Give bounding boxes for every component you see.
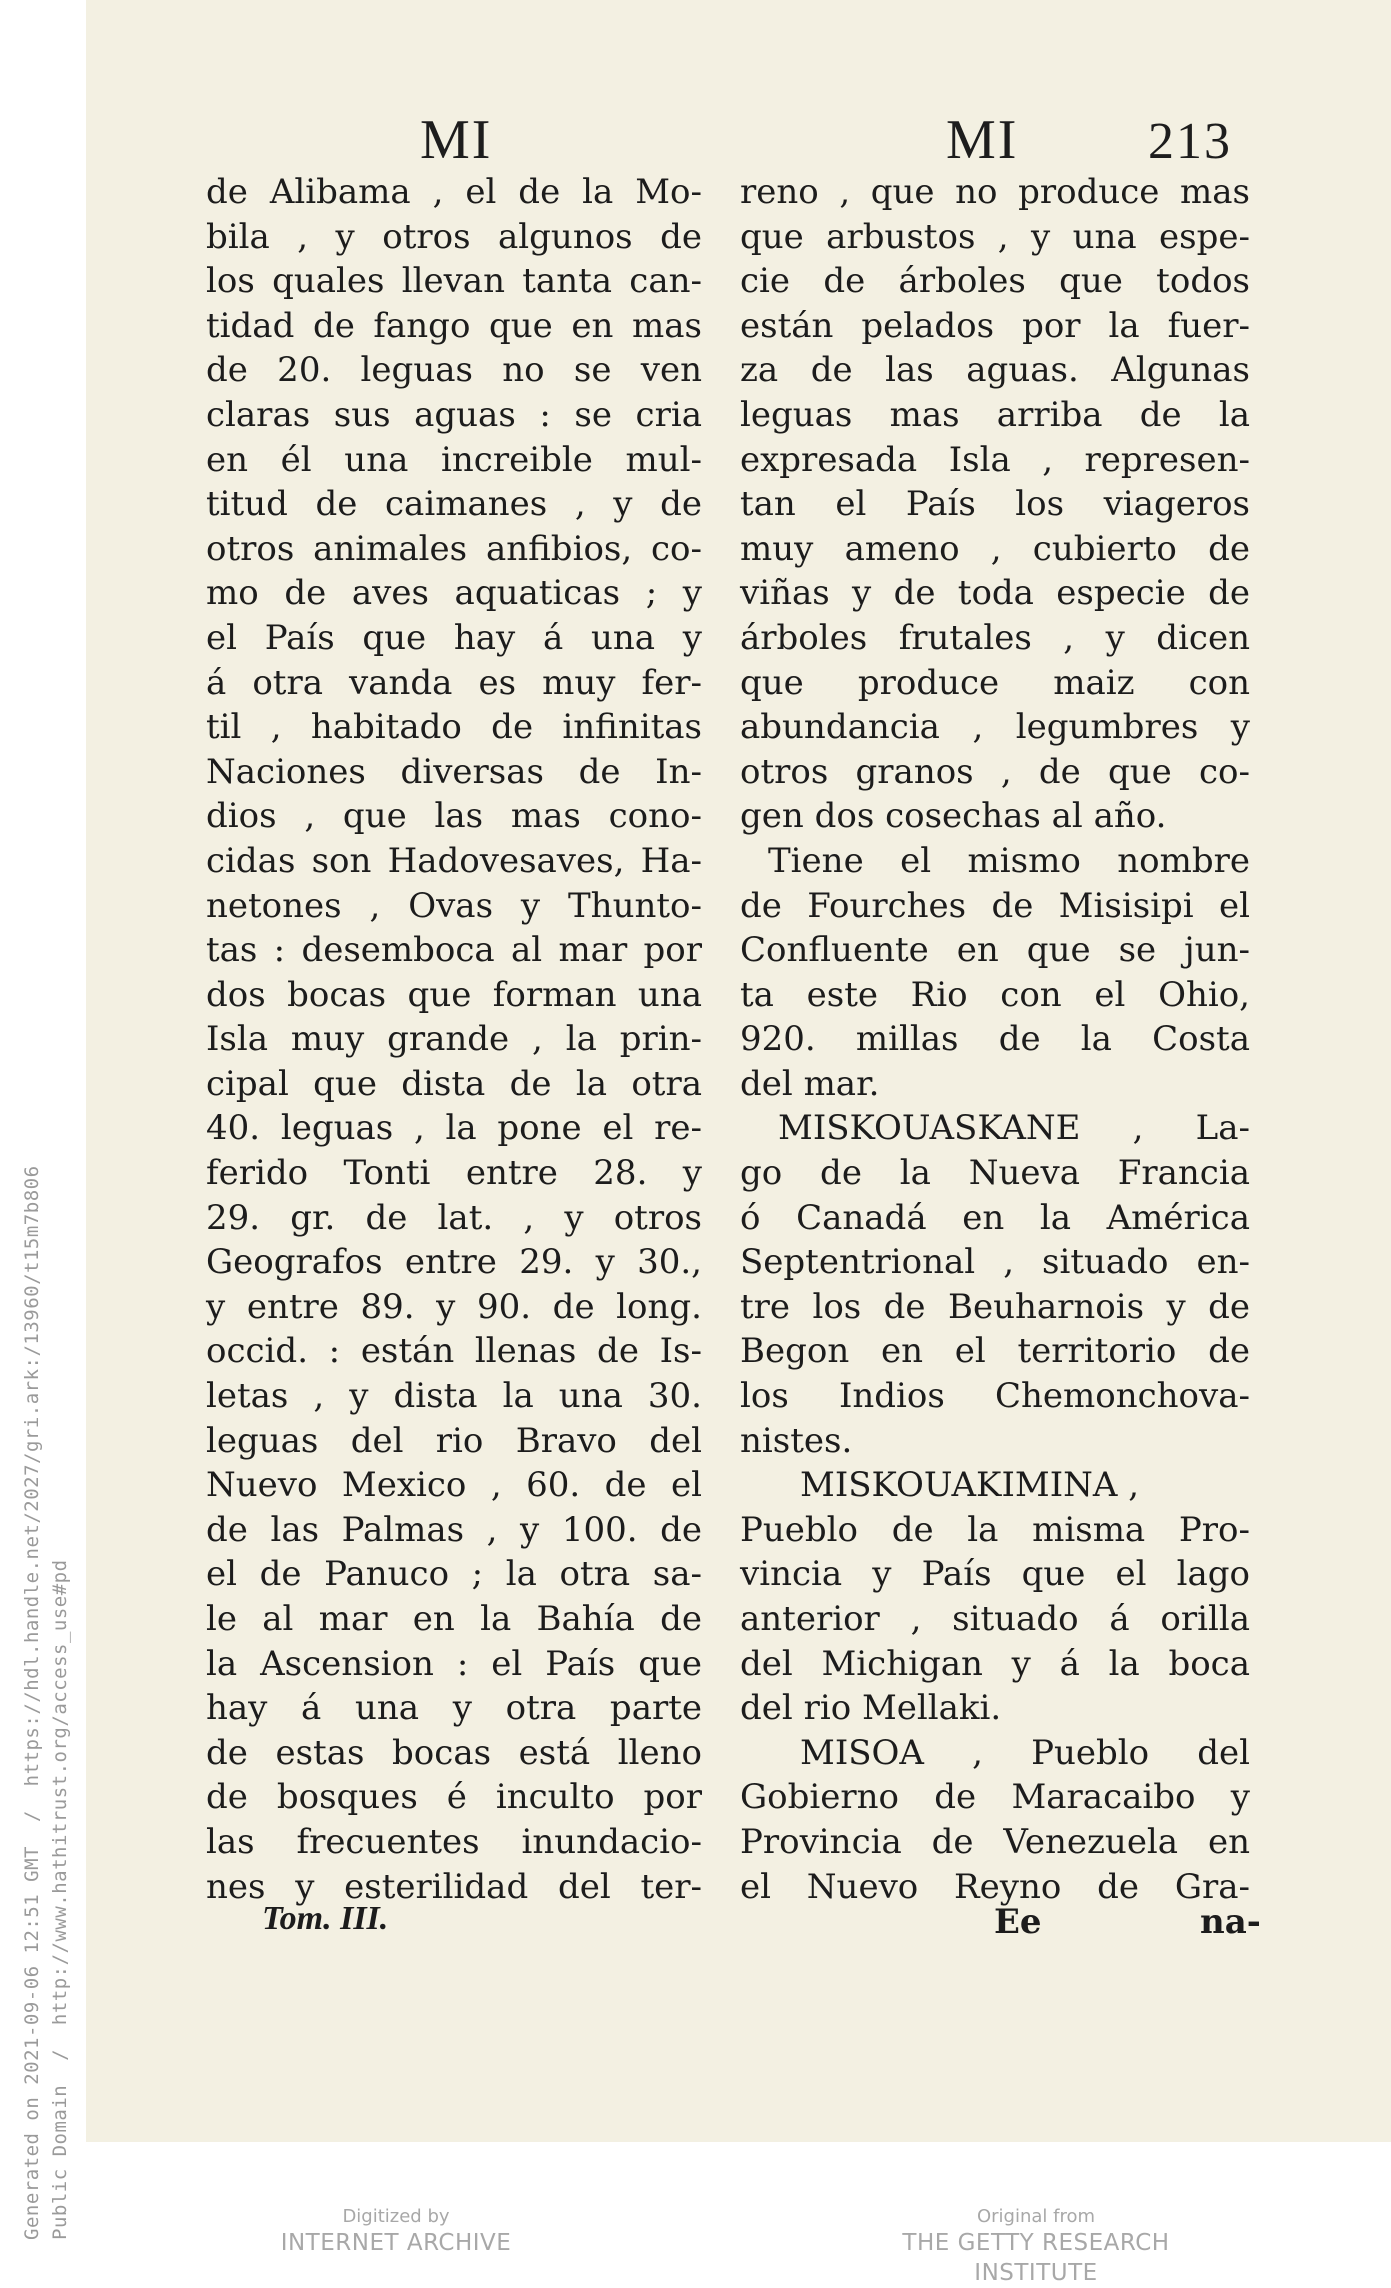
text-line: de Alibama , el de la Mo- bbox=[206, 172, 702, 212]
footer-digitized bbox=[236, 2206, 556, 2258]
text-line: están pelados por la fuer- bbox=[740, 305, 1250, 346]
footer-digitized-label: Digitized by bbox=[342, 2206, 450, 2227]
running-head-left: MI bbox=[420, 109, 493, 171]
text-line: el País que hay á una y bbox=[206, 617, 702, 658]
text-line: leguas del rio Bravo del bbox=[206, 1420, 702, 1461]
text-line: los quales llevan tanta can- bbox=[206, 261, 702, 302]
text-line: Geografos entre 29. y 30., bbox=[206, 1242, 702, 1283]
text-line: cipal que dista de la otra bbox=[206, 1063, 702, 1104]
text-line: occid. : están llenas de Is- bbox=[206, 1331, 702, 1372]
text-line: ó Canadá en la América bbox=[740, 1197, 1250, 1238]
text-line: reno , que no produce mas bbox=[740, 172, 1250, 212]
text-line: bila , y otros algunos de bbox=[206, 216, 702, 257]
text-line: los Indios Chemonchova- bbox=[740, 1376, 1250, 1417]
text-line: de Fourches de Misisipi el bbox=[740, 885, 1250, 926]
gathering-mark: Ee bbox=[994, 1902, 1042, 1942]
text-line: del mar. bbox=[740, 1063, 880, 1104]
text-line: dios , que las mas cono- bbox=[206, 796, 702, 837]
text-line: 920. millas de la Costa bbox=[740, 1019, 1250, 1060]
generated-line: Generated on 2021-09-06 12:51 GMT / https://hdl.handle.net/2027/gri.ark:/13960/t15m7b806 bbox=[21, 1165, 43, 2240]
running-head-right: MI bbox=[946, 109, 1019, 171]
text-line: titud de caimanes , y de bbox=[206, 484, 702, 525]
footer-original bbox=[846, 2206, 1226, 2288]
text-line: tas : desemboca al mar por bbox=[206, 930, 702, 971]
text-line: viñas y de toda especie de bbox=[740, 573, 1250, 614]
catchword: na- bbox=[1200, 1902, 1261, 1942]
provenance-watermark bbox=[18, 1165, 74, 2240]
text-line: cidas son Hadovesaves, Ha- bbox=[206, 840, 702, 881]
text-line: claras sus aguas : se cria bbox=[206, 394, 702, 435]
text-line: MISOA , Pueblo del bbox=[800, 1732, 1250, 1773]
text-line: Nuevo Mexico , 60. de el bbox=[206, 1465, 702, 1506]
text-line: Naciones diversas de In- bbox=[206, 751, 702, 792]
text-line: gen dos cosechas al año. bbox=[740, 796, 1167, 837]
text-line: za de las aguas. Algunas bbox=[740, 350, 1250, 391]
text-line: Isla muy grande , la prin- bbox=[206, 1019, 702, 1060]
text-line: ferido Tonti entre 28. y bbox=[206, 1153, 702, 1194]
text-line: anterior , situado á orilla bbox=[740, 1599, 1250, 1639]
right-text-column bbox=[740, 170, 1250, 1909]
text-line: Begon en el territorio de bbox=[740, 1331, 1250, 1372]
text-line: tan el País los viageros bbox=[740, 484, 1250, 525]
text-line: en él una increible mul- bbox=[206, 439, 702, 480]
text-line: 29. gr. de lat. , y otros bbox=[206, 1197, 702, 1238]
rights-line: Public Domain / http://www.hathitrust.org/access_use#pd bbox=[49, 1559, 71, 2240]
text-line: las frecuentes inundacio- bbox=[206, 1821, 702, 1862]
text-line: le al mar en la Bahía de bbox=[206, 1599, 702, 1639]
footer-original-label: Original from bbox=[976, 2206, 1096, 2227]
text-line: de bosques é inculto por bbox=[206, 1777, 702, 1818]
text-line: otros animales anfibios, co- bbox=[206, 528, 702, 569]
text-line: Provincia de Venezuela en bbox=[740, 1821, 1250, 1862]
hathitrust-sidebar bbox=[0, 0, 71, 2271]
text-line: nistes. bbox=[740, 1420, 853, 1461]
text-line: ta este Rio con el Ohio, bbox=[740, 974, 1250, 1015]
text-line: leguas mas arriba de la bbox=[740, 394, 1250, 435]
text-line: que arbustos , y una espe- bbox=[740, 216, 1250, 257]
text-line: del rio Mellaki. bbox=[740, 1688, 1002, 1729]
text-line: el Nuevo Reyno de Gra- bbox=[740, 1866, 1250, 1907]
signature-mark: Tom. III. bbox=[262, 1900, 389, 1937]
text-line: til , habitado de infinitas bbox=[206, 707, 702, 748]
text-line: 40. leguas , la pone el re- bbox=[206, 1108, 702, 1149]
text-line: cie de árboles que todos bbox=[740, 261, 1250, 302]
text-line: expresada Isla , represen- bbox=[740, 439, 1250, 480]
text-line: de estas bocas está lleno bbox=[206, 1732, 702, 1773]
text-line: Confluente en que se jun- bbox=[740, 930, 1250, 971]
footer-getty: THE GETTY RESEARCH INSTITUTE bbox=[902, 2230, 1170, 2286]
text-line: árboles frutales , y dicen bbox=[740, 617, 1250, 658]
text-line: Gobierno de Maracaibo y bbox=[740, 1777, 1250, 1818]
text-line: mo de aves aquaticas ; y bbox=[206, 573, 702, 614]
text-line: Tiene el mismo nombre bbox=[768, 840, 1250, 881]
text-line: muy ameno , cubierto de bbox=[740, 528, 1250, 569]
text-line: á otra vanda es muy fer- bbox=[206, 662, 702, 703]
text-line: letas , y dista la una 30. bbox=[206, 1376, 702, 1417]
text-line: que produce maiz con bbox=[740, 662, 1250, 703]
text-line: otros granos , de que co- bbox=[740, 751, 1250, 792]
text-line: netones , Ovas y Thunto- bbox=[206, 885, 702, 926]
text-line: dos bocas que forman una bbox=[206, 974, 702, 1015]
page-number: 213 bbox=[1148, 113, 1232, 170]
text-line: abundancia , legumbres y bbox=[740, 707, 1250, 748]
text-line: Pueblo de la misma Pro- bbox=[740, 1509, 1250, 1550]
text-line: nes y esterilidad del ter- bbox=[206, 1866, 702, 1907]
text-line: tidad de fango que en mas bbox=[206, 305, 702, 346]
text-line: MISKOUAKIMINA , bbox=[800, 1465, 1140, 1506]
text-line: go de la Nueva Francia bbox=[740, 1153, 1250, 1194]
footer-internet-archive: INTERNET ARCHIVE bbox=[280, 2230, 512, 2256]
text-line: vincia y País que el lago bbox=[740, 1554, 1250, 1595]
text-line: de 20. leguas no se ven bbox=[206, 350, 702, 391]
text-line: del Michigan y á la boca bbox=[740, 1643, 1250, 1684]
text-line: el de Panuco ; la otra sa- bbox=[206, 1554, 702, 1595]
text-line: Septentrional , situado en- bbox=[740, 1242, 1250, 1283]
text-line: MISKOUASKANE , La- bbox=[778, 1108, 1250, 1149]
left-text-column bbox=[206, 170, 702, 1909]
text-line: y entre 89. y 90. de long. bbox=[206, 1286, 702, 1327]
text-line: tre los de Beuharnois y de bbox=[740, 1286, 1250, 1327]
text-line: de las Palmas , y 100. de bbox=[206, 1509, 702, 1550]
text-line: la Ascension : el País que bbox=[206, 1643, 702, 1684]
text-line: hay á una y otra parte bbox=[206, 1688, 702, 1729]
